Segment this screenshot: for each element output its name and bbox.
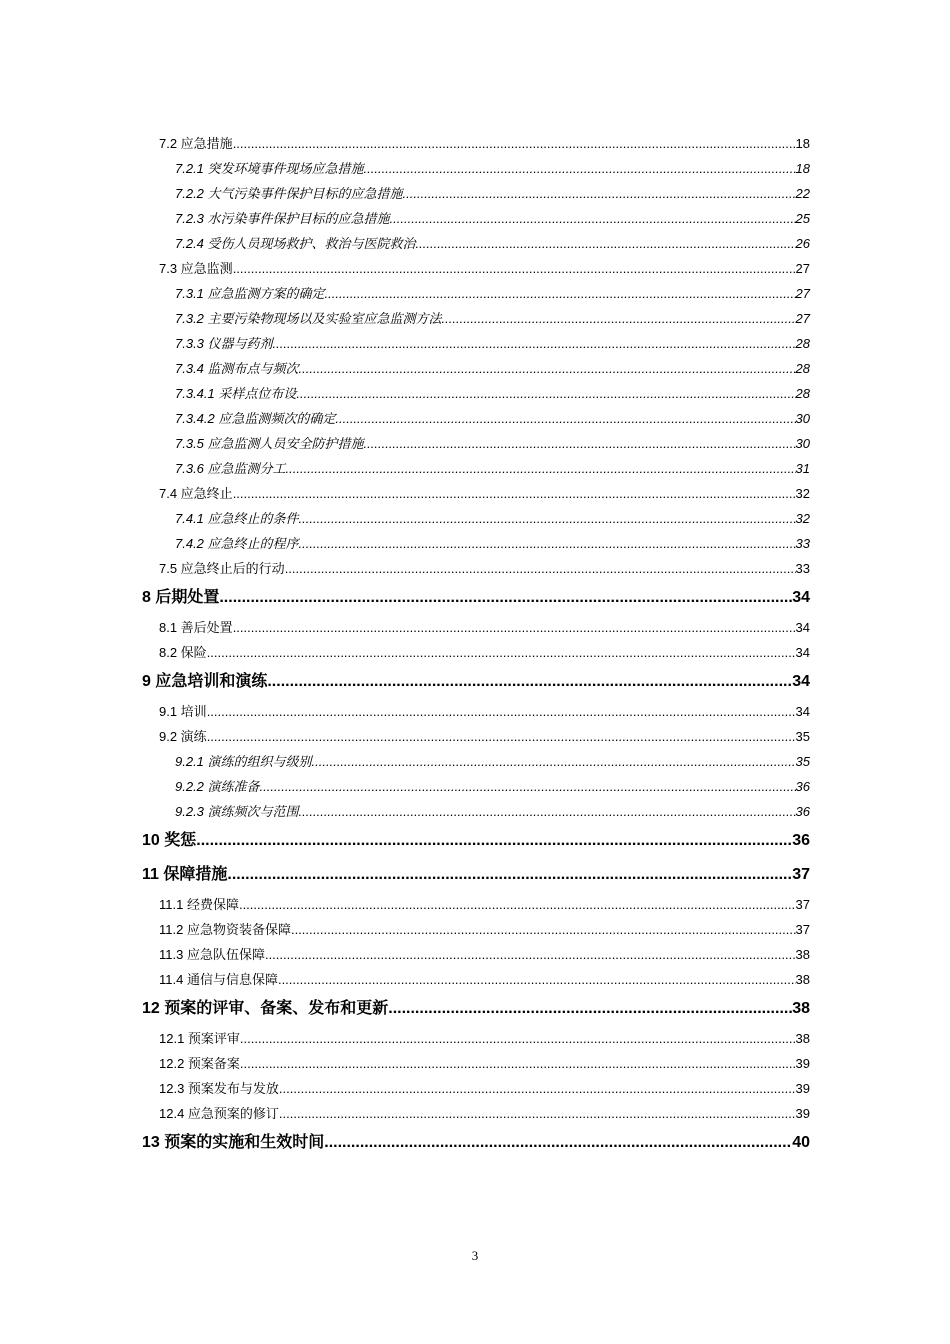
toc-leader-dots [233, 615, 796, 640]
toc-entry-page: 37 [795, 922, 810, 937]
toc-leader-dots [390, 206, 796, 231]
toc-entry-title: 12.2 预案备案 [159, 1056, 240, 1071]
toc-entry-level-3[interactable] [142, 456, 810, 481]
toc-entry-page: 40 [792, 1134, 810, 1151]
toc-leader-dots [240, 1051, 796, 1076]
toc-entry-level-2[interactable] [142, 892, 810, 917]
toc-entry-level-3[interactable] [142, 206, 810, 231]
toc-entry-page: 32 [795, 486, 810, 501]
toc-leader-dots [267, 665, 792, 699]
toc-entry-title: 11.2 应急物资装备保障 [159, 922, 291, 937]
toc-entry-level-3[interactable] [142, 231, 810, 256]
toc-entry-level-1[interactable] [142, 1126, 810, 1160]
toc-entry-page: 33 [795, 536, 810, 551]
page-number: 3 [471, 1248, 479, 1263]
toc-entry-title: 7.4.2 应急终止的程序 [175, 536, 299, 551]
toc-entry-page: 39 [795, 1106, 810, 1121]
toc-entry-page: 35 [795, 754, 810, 769]
toc-entry-level-2[interactable] [142, 942, 810, 967]
toc-entry-level-3[interactable] [142, 506, 810, 531]
toc-entry-page: 26 [795, 236, 810, 251]
toc-entry-title: 11.3 应急队伍保障 [159, 947, 265, 962]
toc-entry-page: 39 [795, 1056, 810, 1071]
toc-entry-page: 28 [795, 336, 810, 351]
toc-entry-level-2[interactable] [142, 256, 810, 281]
toc-entry-title: 11 保障措施 [142, 866, 228, 883]
toc-leader-dots [207, 699, 796, 724]
toc-entry-level-1[interactable] [142, 858, 810, 892]
toc-entry-title: 7.2 应急措施 [159, 136, 233, 151]
toc-entry-title: 9.1 培训 [159, 704, 207, 719]
toc-entry-title: 9.2.3 演练频次与范围 [175, 804, 299, 819]
toc-leader-dots [325, 281, 796, 306]
toc-entry-title: 7.3 应急监测 [159, 261, 233, 276]
toc-entry-title: 7.3.4.2 应急监测频次的确定 [175, 411, 336, 426]
toc-entry-title: 9.2.2 演练准备 [175, 779, 260, 794]
toc-entry-page: 38 [795, 972, 810, 987]
toc-entry-level-2[interactable] [142, 1051, 810, 1076]
toc-leader-dots [279, 1101, 796, 1126]
toc-leader-dots [273, 331, 796, 356]
toc-entry-page: 38 [792, 1000, 810, 1017]
toc-entry-level-2[interactable] [142, 1076, 810, 1101]
toc-entry-page: 18 [795, 136, 810, 151]
toc-entry-level-2[interactable] [142, 131, 810, 156]
toc-entry-level-2[interactable] [142, 967, 810, 992]
toc-leader-dots [291, 917, 796, 942]
toc-entry-page: 30 [795, 411, 810, 426]
toc-entry-title: 7.2.3 水污染事件保护目标的应急措施 [175, 211, 390, 226]
toc-entry-page: 39 [795, 1081, 810, 1096]
toc-entry-level-1[interactable] [142, 824, 810, 858]
toc-entry-page: 38 [795, 1031, 810, 1046]
toc-leader-dots [207, 640, 796, 665]
toc-entry-level-2[interactable] [142, 917, 810, 942]
toc-leader-dots [219, 581, 792, 615]
toc-entry-title: 10 奖惩 [142, 832, 197, 849]
toc-entry-title: 9.2.1 演练的组织与级别 [175, 754, 312, 769]
toc-leader-dots [286, 456, 796, 481]
toc-entry-page: 18 [795, 161, 810, 176]
toc-leader-dots [442, 306, 796, 331]
toc-entry-level-2[interactable] [142, 615, 810, 640]
toc-leader-dots [278, 967, 796, 992]
toc-entry-level-1[interactable] [142, 992, 810, 1026]
toc-leader-dots [239, 892, 796, 917]
toc-entry-level-3[interactable] [142, 749, 810, 774]
toc-entry-page: 37 [792, 866, 810, 883]
toc-entry-level-3[interactable] [142, 431, 810, 456]
toc-entry-level-1[interactable] [142, 665, 810, 699]
toc-leader-dots [233, 131, 796, 156]
toc-entry-title: 11.4 通信与信息保障 [159, 972, 278, 987]
toc-entry-page: 34 [792, 673, 810, 690]
toc-entry-page: 34 [795, 645, 810, 660]
toc-entry-title: 7.2.4 受伤人员现场救护、救治与医院救治 [175, 236, 416, 251]
toc-entry-page: 27 [795, 286, 810, 301]
toc-entry-level-3[interactable] [142, 774, 810, 799]
toc-entry-title: 7.3.6 应急监测分工 [175, 461, 286, 476]
toc-leader-dots [233, 256, 796, 281]
toc-entry-page: 34 [792, 589, 810, 606]
toc-leader-dots [299, 506, 796, 531]
toc-entry-title: 7.4 应急终止 [159, 486, 233, 501]
toc-entry-level-3[interactable] [142, 381, 810, 406]
toc-entry-level-3[interactable] [142, 156, 810, 181]
toc-entry-title: 9.2 演练 [159, 729, 207, 744]
toc-entry-level-2[interactable] [142, 1101, 810, 1126]
toc-entry-page: 32 [795, 511, 810, 526]
toc-entry-title: 12.3 预案发布与发放 [159, 1081, 279, 1096]
toc-entry-title: 7.3.5 应急监测人员安全防护措施 [175, 436, 364, 451]
toc-leader-dots [299, 356, 796, 381]
toc-entry-page: 34 [795, 620, 810, 635]
toc-entry-level-1[interactable] [142, 581, 810, 615]
toc-leader-dots [296, 381, 795, 406]
toc-entry-title: 7.2.1 突发环境事件现场应急措施 [175, 161, 364, 176]
toc-entry-title: 8.2 保险 [159, 645, 207, 660]
toc-entry-page: 33 [795, 561, 810, 576]
toc-leader-dots [324, 1126, 792, 1160]
toc-entry-page: 27 [795, 311, 810, 326]
toc-entry-page: 35 [795, 729, 810, 744]
toc-entry-level-3[interactable] [142, 799, 810, 824]
toc-leader-dots [227, 858, 792, 892]
toc-leader-dots [285, 556, 796, 581]
toc-leader-dots [207, 724, 796, 749]
toc-entry-page: 31 [795, 461, 810, 476]
toc-entry-level-3[interactable] [142, 406, 810, 431]
toc-entry-level-3[interactable] [142, 531, 810, 556]
toc-entry-level-2[interactable] [142, 1026, 810, 1051]
toc-entry-title: 7.2.2 大气污染事件保护目标的应急措施 [175, 186, 403, 201]
toc-entry-page: 34 [795, 704, 810, 719]
toc-entry-page: 22 [795, 186, 810, 201]
toc-entry-title: 7.3.4 监测布点与频次 [175, 361, 299, 376]
toc-entry-title: 9 应急培训和演练 [142, 673, 268, 690]
toc-entry-page: 25 [795, 211, 810, 226]
toc-leader-dots [335, 406, 795, 431]
toc-leader-dots [364, 431, 796, 456]
toc-leader-dots [312, 749, 796, 774]
toc-entry-page: 30 [795, 436, 810, 451]
toc-entry-title: 7.3.4.1 采样点位布设 [175, 386, 297, 401]
toc-entry-level-3[interactable] [142, 356, 810, 381]
toc-leader-dots [196, 824, 792, 858]
toc-entry-title: 8.1 善后处置 [159, 620, 233, 635]
toc-entry-title: 12.1 预案评审 [159, 1031, 240, 1046]
toc-entry-title: 7.3.1 应急监测方案的确定 [175, 286, 325, 301]
toc-entry-level-2[interactable] [142, 556, 810, 581]
toc-entry-title: 11.1 经费保障 [159, 897, 239, 912]
toc-entry-page: 37 [795, 897, 810, 912]
toc-entry-title: 12 预案的评审、备案、发布和更新 [142, 1000, 389, 1017]
toc-entry-title: 7.5 应急终止后的行动 [159, 561, 285, 576]
toc-entry-level-3[interactable] [142, 181, 810, 206]
toc-entry-page: 28 [795, 386, 810, 401]
toc-leader-dots [299, 799, 796, 824]
toc-entry-title: 13 预案的实施和生效时间 [142, 1134, 325, 1151]
table-of-contents [142, 131, 810, 1160]
toc-entry-level-2[interactable] [142, 640, 810, 665]
toc-entry-page: 38 [795, 947, 810, 962]
toc-entry-level-3[interactable] [142, 306, 810, 331]
toc-leader-dots [416, 231, 796, 256]
toc-entry-title: 7.4.1 应急终止的条件 [175, 511, 299, 526]
toc-entry-page: 36 [792, 832, 810, 849]
toc-entry-level-2[interactable] [142, 699, 810, 724]
toc-entry-level-3[interactable] [142, 331, 810, 356]
toc-leader-dots [388, 992, 792, 1026]
toc-entry-title: 8 后期处置 [142, 589, 220, 606]
toc-leader-dots [260, 774, 796, 799]
toc-leader-dots [364, 156, 796, 181]
toc-entry-title: 7.3.2 主要污染物现场以及实验室应急监测方法 [175, 311, 442, 326]
toc-leader-dots [233, 481, 796, 506]
toc-leader-dots [403, 181, 796, 206]
toc-entry-title: 12.4 应急预案的修订 [159, 1106, 279, 1121]
toc-leader-dots [299, 531, 796, 556]
toc-leader-dots [265, 942, 796, 967]
toc-entry-page: 28 [795, 361, 810, 376]
toc-entry-page: 36 [795, 779, 810, 794]
toc-leader-dots [240, 1026, 796, 1051]
toc-entry-level-2[interactable] [142, 481, 810, 506]
toc-leader-dots [279, 1076, 796, 1101]
toc-entry-level-2[interactable] [142, 724, 810, 749]
toc-entry-title: 7.3.3 仪器与药剂 [175, 336, 273, 351]
toc-entry-page: 27 [795, 261, 810, 276]
toc-entry-page: 36 [795, 804, 810, 819]
toc-entry-level-3[interactable] [142, 281, 810, 306]
